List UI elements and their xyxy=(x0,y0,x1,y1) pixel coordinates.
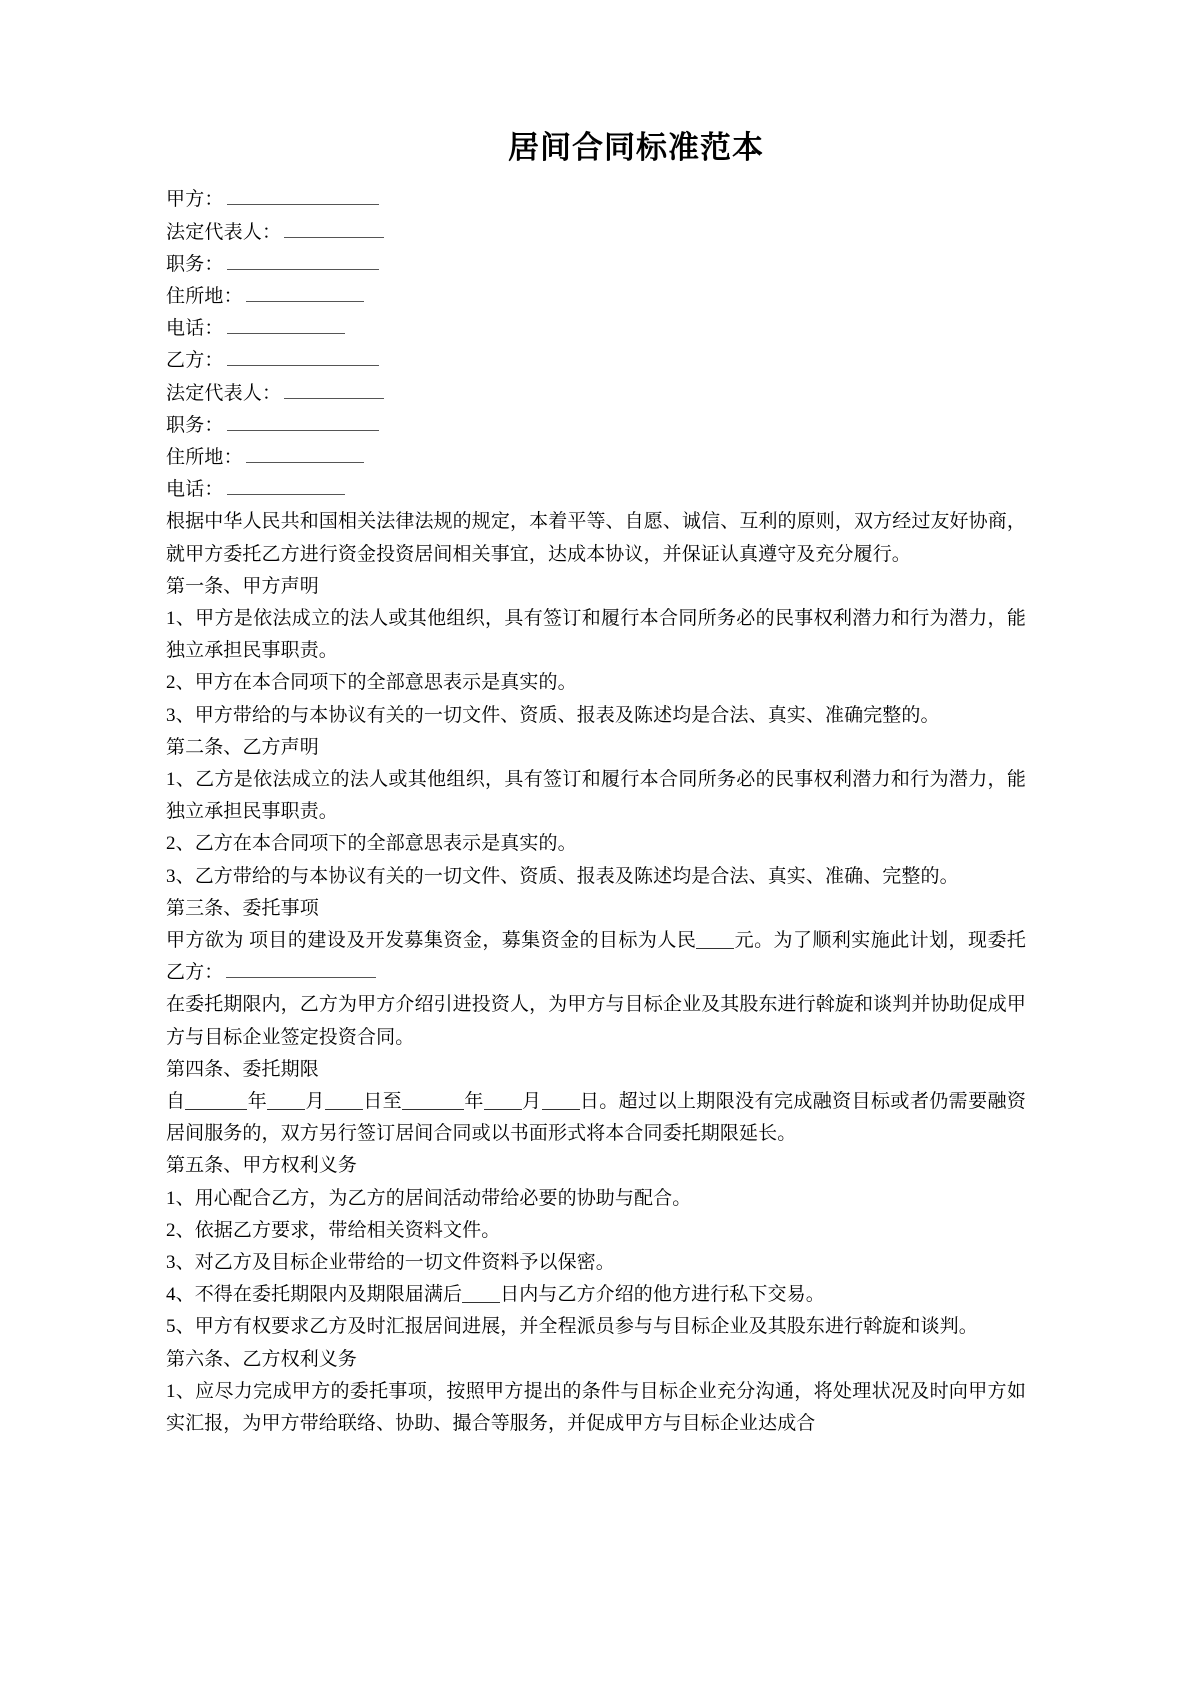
section-4-term-line xyxy=(166,1086,1026,1150)
section-heading-2: 第二条、乙方声明 xyxy=(166,736,319,758)
term-day2-label: 日。 xyxy=(579,1090,619,1112)
term-prefix: 自 xyxy=(166,1090,186,1112)
term-month2-label: 月 xyxy=(521,1090,542,1112)
item4-text-a: 4、不得在委托期限内及期限届满后 xyxy=(166,1284,463,1306)
field-row-position-b xyxy=(166,410,1026,442)
field-label: 职务： xyxy=(166,253,224,275)
section-heading-4: 第四条、委托期限 xyxy=(166,1058,319,1080)
page-title: 居间合同标准范本 xyxy=(508,130,764,165)
end-month-blank[interactable] xyxy=(484,1093,522,1110)
field-label: 甲方： xyxy=(166,189,224,211)
section-heading-6: 第六条、乙方权利义务 xyxy=(166,1348,358,1370)
field-blank[interactable] xyxy=(284,381,384,399)
section-2-item-2: 2、乙方在本合同项下的全部意思表示是真实的。 xyxy=(166,833,577,855)
section-5-item-5: 5、甲方有权要求乙方及时汇报居间进展，并全程派员参与与目标企业及其股东进行斡旋和谈判。 xyxy=(166,1316,978,1338)
end-day-blank[interactable] xyxy=(542,1093,580,1110)
field-row-address-b xyxy=(166,442,1026,474)
end-year-blank[interactable] xyxy=(402,1093,464,1110)
field-label: 法定代表人： xyxy=(166,382,282,404)
field-row-legal-rep-a xyxy=(166,217,1026,249)
start-year-blank[interactable] xyxy=(185,1093,247,1110)
term-year-label: 年 xyxy=(247,1090,268,1112)
term-year2-label: 年 xyxy=(464,1090,484,1112)
field-row-legal-rep-b xyxy=(166,378,1026,410)
entrust-text-a: 甲方欲为 项目的建设及开发募集资金，募集资金的目标为人民 xyxy=(166,929,697,951)
party-fields-block xyxy=(166,184,1026,506)
document-body xyxy=(166,128,1026,1440)
start-month-blank[interactable] xyxy=(267,1093,305,1110)
field-blank[interactable] xyxy=(227,348,379,366)
section-6-item-1: 1、应尽力完成甲方的委托事项，按照甲方提出的条件与目标企业充分沟通，将处理状况及时向甲方如实汇报，为甲方带给联络、协助、撮合等服务，并促成甲方与目标企业达成合 xyxy=(166,1380,1026,1435)
field-blank[interactable] xyxy=(227,316,345,334)
section-heading-5: 第五条、甲方权利义务 xyxy=(166,1155,358,1177)
field-row-position-a xyxy=(166,249,1026,281)
item4-text-b: 日内与乙方介绍的他方进行私下交易。 xyxy=(500,1284,825,1306)
term-tail-text: 超过以上期限没有完成融资目标或者仍需要融资居间服务的，双方另行签订居间合同或以书面形式将本合同委托期限延长。 xyxy=(166,1090,1026,1145)
field-blank[interactable] xyxy=(227,413,379,431)
field-label: 电话： xyxy=(166,318,224,340)
section-3-entrust-scope: 在委托期限内，乙方为甲方介绍引进投资人，为甲方与目标企业及其股东进行斡旋和谈判并协助促成甲方与目标企业签定投资合同。 xyxy=(166,994,1026,1048)
field-blank[interactable] xyxy=(227,187,379,205)
field-row-phone-b xyxy=(166,474,1026,506)
section-5-item-3: 3、对乙方及目标企业带给的一切文件资料予以保密。 xyxy=(166,1252,615,1273)
section-1-item-2: 2、甲方在本合同项下的全部意思表示是真实的。 xyxy=(166,672,577,694)
field-label: 职务： xyxy=(166,414,224,436)
section-2-item-1: 1、乙方是依法成立的法人或其他组织，具有签订和履行本合同所务必的民事权利潜力和行为潜力，能独立承担民事职责。 xyxy=(166,768,1026,823)
field-row-address-a xyxy=(166,281,1026,313)
field-blank[interactable] xyxy=(284,220,384,238)
entrust-text-unit: 元。为了顺利实施此计划，现委托乙方： xyxy=(166,929,1026,984)
section-1-item-1: 1、甲方是依法成立的法人或其他组织，具有签订和履行本合同所务必的民事权利潜力和行为潜力，能独立承担民事职责。 xyxy=(166,607,1026,662)
section-5-item-1: 1、用心配合乙方，为乙方的居间活动带给必要的协助与配合。 xyxy=(166,1187,692,1209)
amount-blank[interactable] xyxy=(696,932,734,949)
entrusted-party-blank[interactable] xyxy=(226,960,376,978)
field-label: 法定代表人： xyxy=(166,221,282,243)
start-day-blank[interactable] xyxy=(325,1093,363,1110)
field-blank[interactable] xyxy=(246,445,364,463)
field-row-yifang xyxy=(166,345,1026,377)
section-5-item-4 xyxy=(166,1279,1026,1311)
field-blank[interactable] xyxy=(227,252,379,270)
section-heading-1: 第一条、甲方声明 xyxy=(166,575,319,597)
section-1-item-3: 3、甲方带给的与本协议有关的一切文件、资质、报表及陈述均是合法、真实、准确完整的。 xyxy=(166,704,940,726)
section-heading-3: 第三条、委托事项 xyxy=(166,897,319,919)
field-row-jiafang xyxy=(166,184,1026,216)
preamble-paragraph: 根据中华人民共和国相关法律法规的规定，本着平等、自愿、诚信、互利的原则，双方经过友好协商，就甲方委托乙方进行资金投资居间相关事宜，达成本协议，并保证认真遵守及充分履行。 xyxy=(166,511,1026,565)
days-blank[interactable] xyxy=(462,1286,500,1303)
field-blank[interactable] xyxy=(246,284,364,302)
field-label: 住所地： xyxy=(166,446,243,468)
field-row-phone-a xyxy=(166,313,1026,345)
field-blank[interactable] xyxy=(227,477,345,495)
section-5-item-2: 2、依据乙方要求，带给相关资料文件。 xyxy=(166,1219,501,1241)
section-2-item-3: 3、乙方带给的与本协议有关的一切文件、资质、报表及陈述均是合法、真实、准确、完整的。 xyxy=(166,865,959,887)
term-day-label: 日至 xyxy=(362,1090,403,1112)
field-label: 乙方： xyxy=(166,350,224,372)
field-label: 电话： xyxy=(166,479,224,501)
term-month-label: 月 xyxy=(305,1090,325,1112)
section-3-entrust-amount xyxy=(166,925,1026,989)
field-label: 住所地： xyxy=(166,285,243,307)
